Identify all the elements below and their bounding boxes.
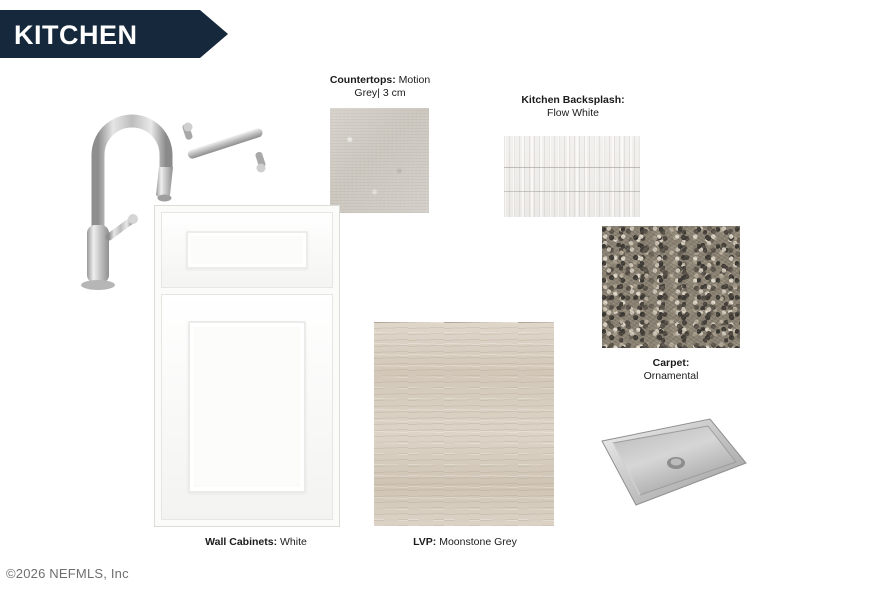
banner-title: KITCHEN <box>14 20 138 50</box>
countertop-swatch <box>330 108 429 213</box>
copyright-text: ©2026 NEFMLS, Inc <box>6 566 129 581</box>
countertop-value: Motion <box>395 74 431 86</box>
lvp-plank <box>408 322 445 526</box>
backsplash-label: Kitchen Backsplash: <box>521 94 625 106</box>
backsplash-swatch <box>504 136 640 217</box>
sink-image <box>590 415 750 510</box>
kitchen-banner <box>0 10 228 58</box>
countertop-label: Countertops: <box>329 74 396 86</box>
carpet-caption <box>601 357 741 383</box>
countertop-line2: Grey| 3 cm <box>354 87 406 100</box>
cabinet-pull-image <box>178 118 276 180</box>
sink-icon <box>590 415 750 510</box>
carpet-swatch <box>602 226 740 348</box>
wall-cabinet-door-image <box>154 205 340 527</box>
wall-cabinets-label: Wall Cabinets: <box>205 536 278 548</box>
lvp-plank <box>444 322 481 526</box>
cabinet-main-panel <box>161 294 333 520</box>
lvp-plank <box>518 322 554 526</box>
lvp-plank <box>374 322 409 526</box>
cabinet-top-panel <box>161 212 333 288</box>
wall-cabinets-caption <box>170 536 342 549</box>
cabinet-main-inset <box>188 321 306 493</box>
lvp-plank <box>480 322 519 526</box>
wall-cabinets-value: White <box>277 536 307 548</box>
lvp-label: LVP: <box>413 536 437 548</box>
copyright-footer <box>6 566 129 581</box>
countertop-caption <box>320 74 440 100</box>
carpet-label: Carpet: <box>652 357 690 369</box>
lvp-swatch <box>374 322 554 526</box>
cabinet-top-inset <box>186 231 308 269</box>
lvp-caption <box>390 536 540 549</box>
carpet-line2: Ornamental <box>643 370 699 383</box>
cabinet-pull-icon <box>178 118 276 180</box>
backsplash-caption <box>505 94 641 120</box>
lvp-value: Moonstone Grey <box>436 536 517 548</box>
backsplash-line2: Flow White <box>547 107 599 120</box>
